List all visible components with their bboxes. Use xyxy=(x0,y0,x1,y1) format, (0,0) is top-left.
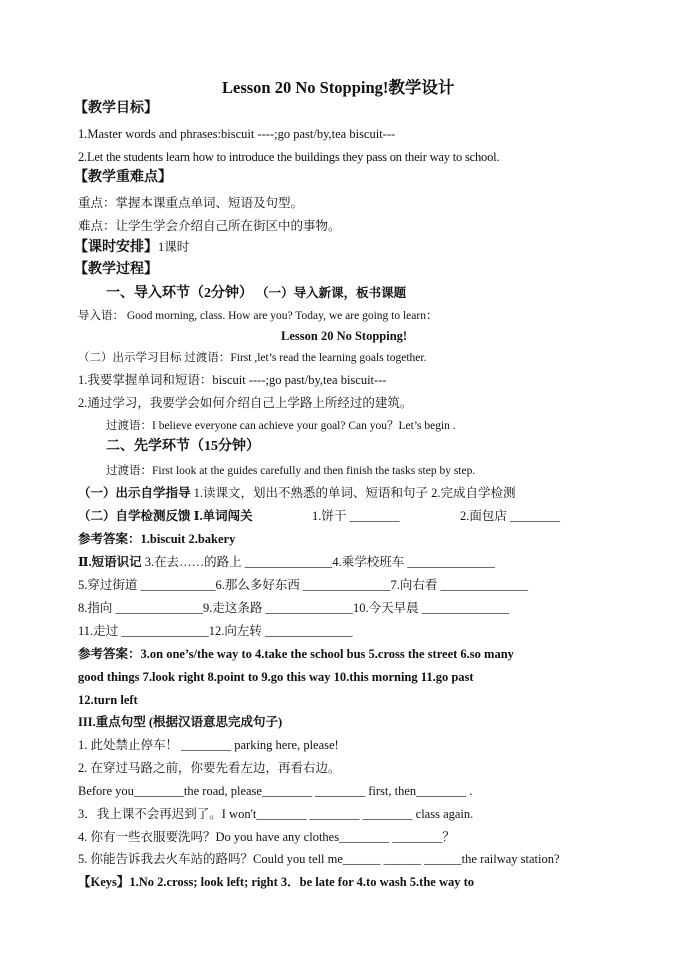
difficulty-line: 难点：让学生学会介绍自己所在街区中的事物。 xyxy=(78,219,341,233)
guide-line xyxy=(78,485,516,501)
goal-line-2: 2.Let the students learn how to introduce the buildings they pass on their way to school. xyxy=(78,150,500,164)
phrase-item-10: 10.今天早晨 ______________ xyxy=(353,601,510,615)
schedule-line xyxy=(74,239,189,256)
lesson-title-line: Lesson 20 No Stopping! xyxy=(281,329,408,343)
guide-heading: （一）出示自学指导 xyxy=(78,486,191,500)
goal-line-1: 1.Master words and phrases:biscuit ----;go past/by,tea biscuit--- xyxy=(78,127,396,141)
sentence-5: 5. 你能告诉我去火车站的路吗？Could you tell me______ ______ ______the railway station? xyxy=(78,852,560,866)
word-item-1: 1.饼干 ________ xyxy=(312,509,400,523)
phrase-row-4 xyxy=(78,623,353,639)
sentence-4: 4. 你有一些衣服要洗吗？Do you have any clothes________ ________？ xyxy=(78,830,455,844)
keys-values: 1.No 2.cross; look left; right 3．be late for 4.to wash 5.the way to xyxy=(129,875,475,889)
reference-label-2: 参考答案： xyxy=(78,647,141,661)
phrase-item-5: 5.穿过街道 ____________ xyxy=(78,578,216,592)
reference-answer-2d: 12.turn left xyxy=(78,693,138,707)
step1-subheading: （一）导入新课，板书课题 xyxy=(256,286,407,300)
phrase-item-4: 4.乘学校班车 ______________ xyxy=(332,555,495,569)
reference-answer-1 xyxy=(78,531,235,547)
phrase-item-11: 11.走过 ______________ xyxy=(78,624,209,638)
reference-label-1: 参考答案： xyxy=(78,532,141,546)
keys-line xyxy=(78,874,474,890)
keys-label: 【Keys】 xyxy=(78,875,130,889)
heading-schedule: 【课时安排】 xyxy=(74,240,158,255)
reference-value-2b: 4.take the school bus 5.cross the street 6.so many xyxy=(254,647,514,661)
goals-show-line: （二）出示学习目标 过渡语：First ,let’s read the learning goals together. xyxy=(78,352,427,364)
phrase-item-3: 3.在去……的路上 ______________ xyxy=(144,555,333,569)
sentence-heading: III.重点句型 (根据汉语意思完成句子) xyxy=(78,715,283,729)
phrase-item-8: 8.指向 ______________ xyxy=(78,601,204,615)
phrase-item-7: 7.向右看 ______________ xyxy=(390,578,529,592)
reference-value-1: 1.biscuit 2.bakery xyxy=(140,532,236,546)
phrase-item-12: 12.向左转 ______________ xyxy=(208,624,353,638)
reference-answer-2 xyxy=(78,646,514,662)
phrase-row-3 xyxy=(78,600,509,616)
guide-body: 1.读课文，划出不熟悉的单词、短语和句子 2.完成自学检测 xyxy=(193,486,516,500)
sentence-2-english: Before you________the road, please________ ________ first, then________ . xyxy=(78,784,473,798)
phrase-row-2 xyxy=(78,577,528,593)
intro-line: 导入语： Good morning, class. How are you? Today, we are going to learn： xyxy=(78,310,438,322)
sentence-3: 3．我上课不会再迟到了。I won't________ ________ ________ class again. xyxy=(78,807,474,821)
step2-heading: 二、先学环节（15分钟） xyxy=(106,439,260,454)
transition-line-2: 过渡语：First look at the guides carefully and then finish the tasks step by step. xyxy=(106,465,476,477)
word-item-2: 2.面包店 ________ xyxy=(460,509,561,523)
reference-value-2a: 3.on one’s/the way to xyxy=(140,647,252,661)
step1-line xyxy=(106,285,406,302)
phrase-heading: Ⅱ.短语识记 xyxy=(78,555,142,569)
step1-heading: 一、导入环节（2分钟） xyxy=(106,286,253,301)
heading-goals: 【教学目标】 xyxy=(74,101,158,116)
phrase-item-6: 6.那么多好东西 ______________ xyxy=(215,578,391,592)
learn-goal-1: 1.我要掌握单词和短语：biscuit ----;go past/by,tea biscuit--- xyxy=(78,373,387,387)
heading-process: 【教学过程】 xyxy=(74,262,158,277)
heading-keypoints: 【教学重难点】 xyxy=(74,170,172,185)
keypoint-line: 重点：掌握本课重点单词、短语及句型。 xyxy=(78,196,304,210)
phrase-row-1 xyxy=(78,554,495,570)
learn-goal-2: 2.通过学习，我要学会如何介绍自己上学路上所经过的建筑。 xyxy=(78,396,413,410)
reference-answer-2c: good things 7.look right 8.point to 9.go this way 10.this morning 11.go past xyxy=(78,670,474,684)
sentence-2: 2. 在穿过马路之前，你要先看左边，再看右边。 xyxy=(78,761,341,775)
transition-line-1: 过渡语：I believe everyone can achieve your goal? Can you？Let’s begin . xyxy=(106,420,456,432)
sentence-1: 1. 此处禁止停车！ ________ parking here, please! xyxy=(78,738,339,752)
schedule-value: 1课时 xyxy=(158,240,190,254)
check-heading: （二）自学检测反馈 Ⅰ.单词闯关 xyxy=(78,509,253,523)
phrase-item-9: 9.走这条路 ______________ xyxy=(203,601,354,615)
document-title: Lesson 20 No Stopping!教学设计 xyxy=(222,78,455,97)
